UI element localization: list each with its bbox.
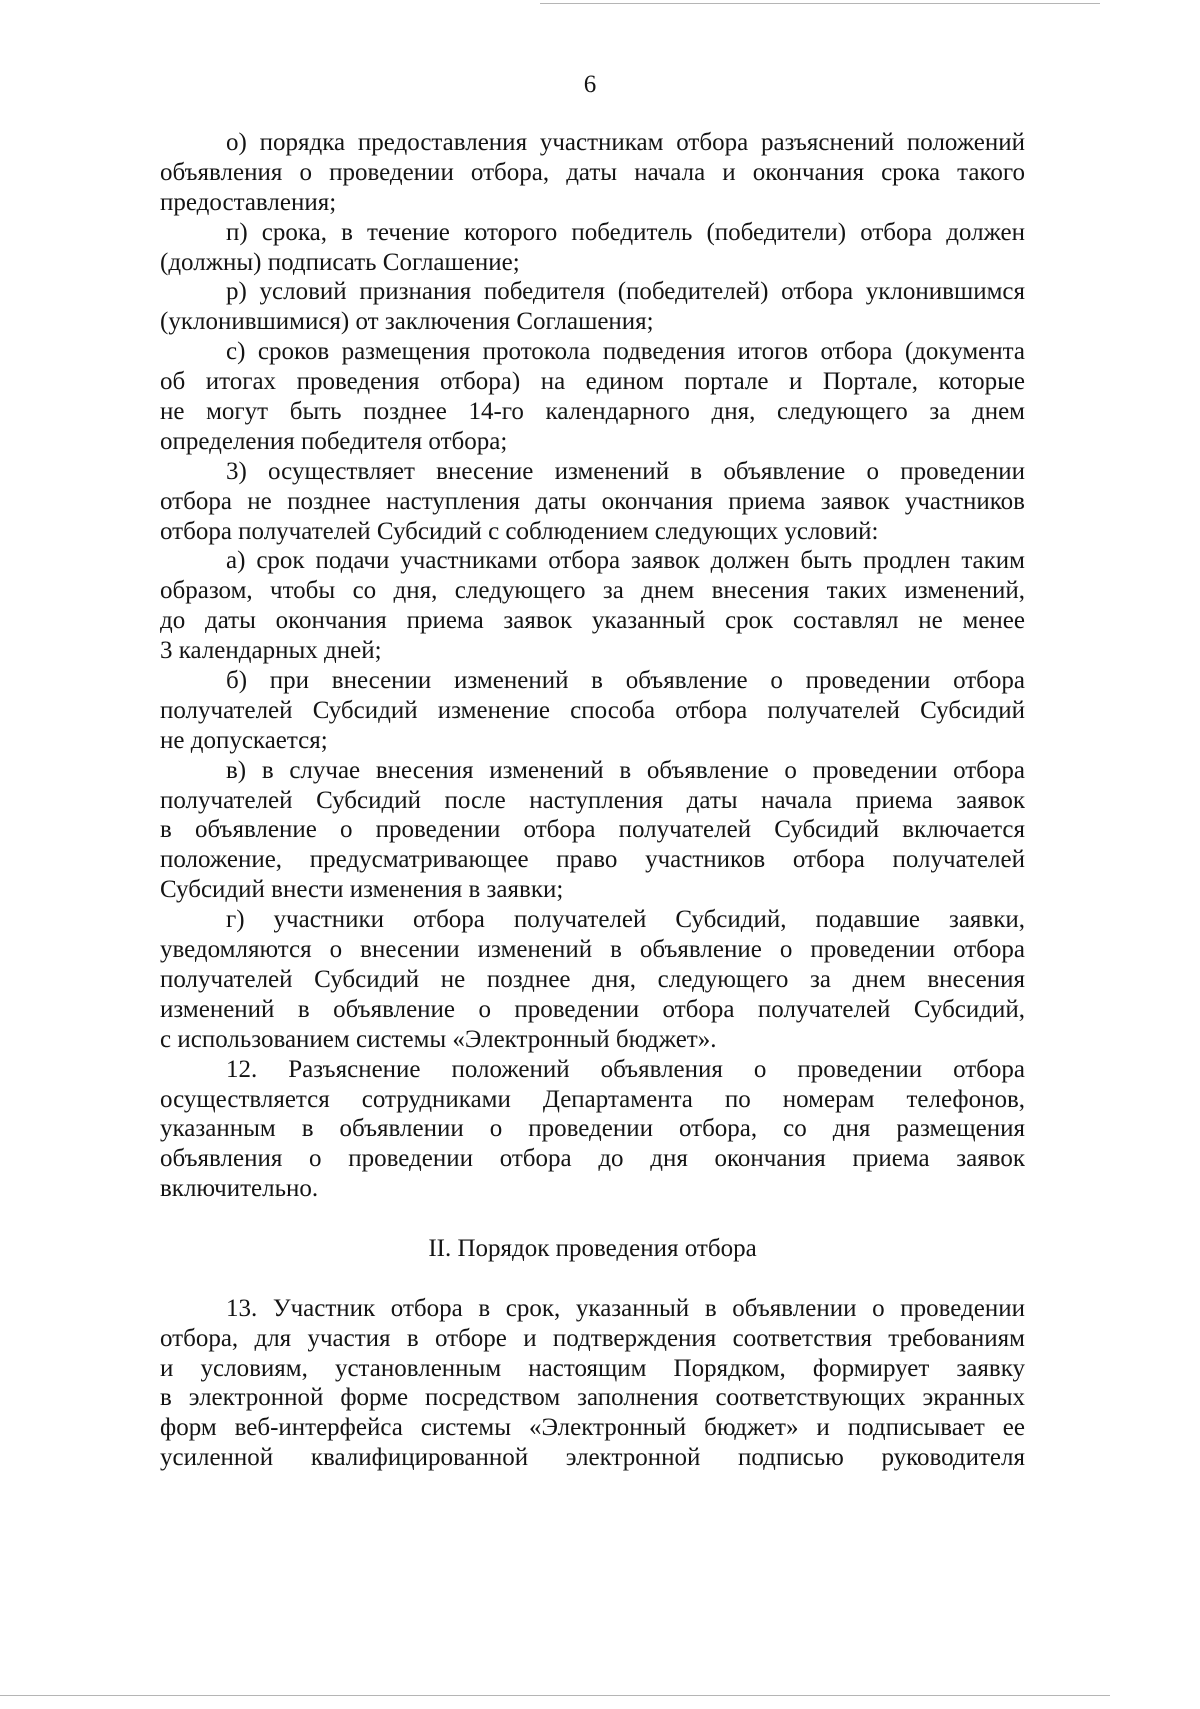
text-line: отбора получателей Субсидий с соблюдением следующих условий: [160,517,879,545]
text-line: о) порядка предоставления участникам отбора разъяснений положений [226,129,1025,156]
paragraph [160,756,1025,905]
text-line: в электронной форме посредством заполнения соответствующих экранных [160,1384,1025,1412]
text-line: об итогах проведения отбора) на едином портале и Портале, которые [160,368,1025,396]
text-line: положение, предусматривающее право участников отбора получателей [160,846,1025,874]
text-line: 13. Участник отбора в срок, указанный в объявлении о проведении [226,1294,1025,1322]
text-line: объявления о проведении отбора до дня окончания приема заявок [160,1145,1025,1173]
text-line: б) при внесении изменений в объявление о проведении отбора [226,667,1025,695]
paragraph [160,666,1025,756]
text-line: а) срок подачи участниками отбора заявок должен быть продлен таким [226,547,1025,575]
text-line: 3) осуществляет внесение изменений в объявление о проведении [226,457,1025,485]
text-line: в) в случае внесения изменений в объявление о проведении отбора [226,756,1025,784]
text-line: не допускается; [160,726,328,754]
paragraph [160,218,1025,278]
text-line: изменений в объявление о проведении отбора получателей Субсидий, [160,995,1025,1023]
paragraph [160,337,1025,457]
text-line: форм веб-интерфейса системы «Электронный бюджет» и подписывает ее [160,1414,1025,1442]
scan-bottom-edge-line [0,1695,1110,1696]
text-line: п) срока, в течение которого победитель (победители) отбора должен [226,218,1025,246]
text-line: Субсидий внести изменения в заявки; [160,876,564,904]
text-line: уведомляются о внесении изменений в объявление о проведении отбора [160,936,1025,964]
page-number: 6 [583,71,597,98]
text-line: 3 календарных дней; [160,637,382,665]
section-heading: II. Порядок проведения отбора [428,1234,757,1262]
paragraph [160,277,1025,337]
text-line: объявления о проведении отбора, даты начала и окончания срока такого [160,158,1025,186]
paragraph [160,905,1025,1054]
text-line: 12. Разъяснение положений объявления о проведении отбора [226,1055,1025,1083]
text-line: с использованием системы «Электронный бюджет». [160,1025,717,1053]
document-body [160,128,1025,1473]
paragraph [160,1055,1025,1204]
paragraph [160,457,1025,547]
text-line: получателей Субсидий не позднее дня, следующего за днем внесения [160,965,1025,993]
text-line: усиленной квалифицированной электронной подписью руководителя [160,1444,1025,1472]
text-line: осуществляется сотрудниками Департамента по номерам телефонов, [160,1085,1025,1113]
paragraph [160,546,1025,666]
text-line: определения победителя отбора; [160,427,508,455]
text-line: указанным в объявлении о проведении отбора, со дня размещения [160,1115,1025,1143]
text-line: включительно. [160,1175,319,1203]
text-line: отбора, для участия в отборе и подтверждения соответствия требованиям [160,1324,1025,1352]
text-line: получателей Субсидий после наступления даты начала приема заявок [160,786,1025,814]
text-line: отбора не позднее наступления даты окончания приема заявок участников [160,487,1025,515]
text-line: г) участники отбора получателей Субсидий, подавшие заявки, [226,906,1025,934]
text-line: до даты окончания приема заявок указанный срок составлял не менее [160,607,1025,635]
scan-top-edge-line [540,3,1100,4]
text-line: с) сроков размещения протокола подведения итогов отбора (документа [226,338,1025,366]
text-line: р) условий признания победителя (победителей) отбора уклонившимся [226,278,1025,306]
paragraph [160,1294,1025,1473]
text-line: в объявление о проведении отбора получателей Субсидий включается [160,816,1025,844]
text-line: (должны) подписать Соглашение; [160,248,520,276]
text-line: и условиям, установленным настоящим Порядком, формирует заявку [160,1354,1025,1382]
text-line: образом, чтобы со дня, следующего за днем внесения таких изменений, [160,577,1025,605]
text-line: (уклонившимися) от заключения Соглашения; [160,308,654,336]
text-line: не могут быть позднее 14-го календарного дня, следующего за днем [160,398,1025,426]
text-line: предоставления; [160,188,337,216]
text-line: получателей Субсидий изменение способа отбора получателей Субсидий [160,696,1025,724]
paragraph [160,128,1025,218]
